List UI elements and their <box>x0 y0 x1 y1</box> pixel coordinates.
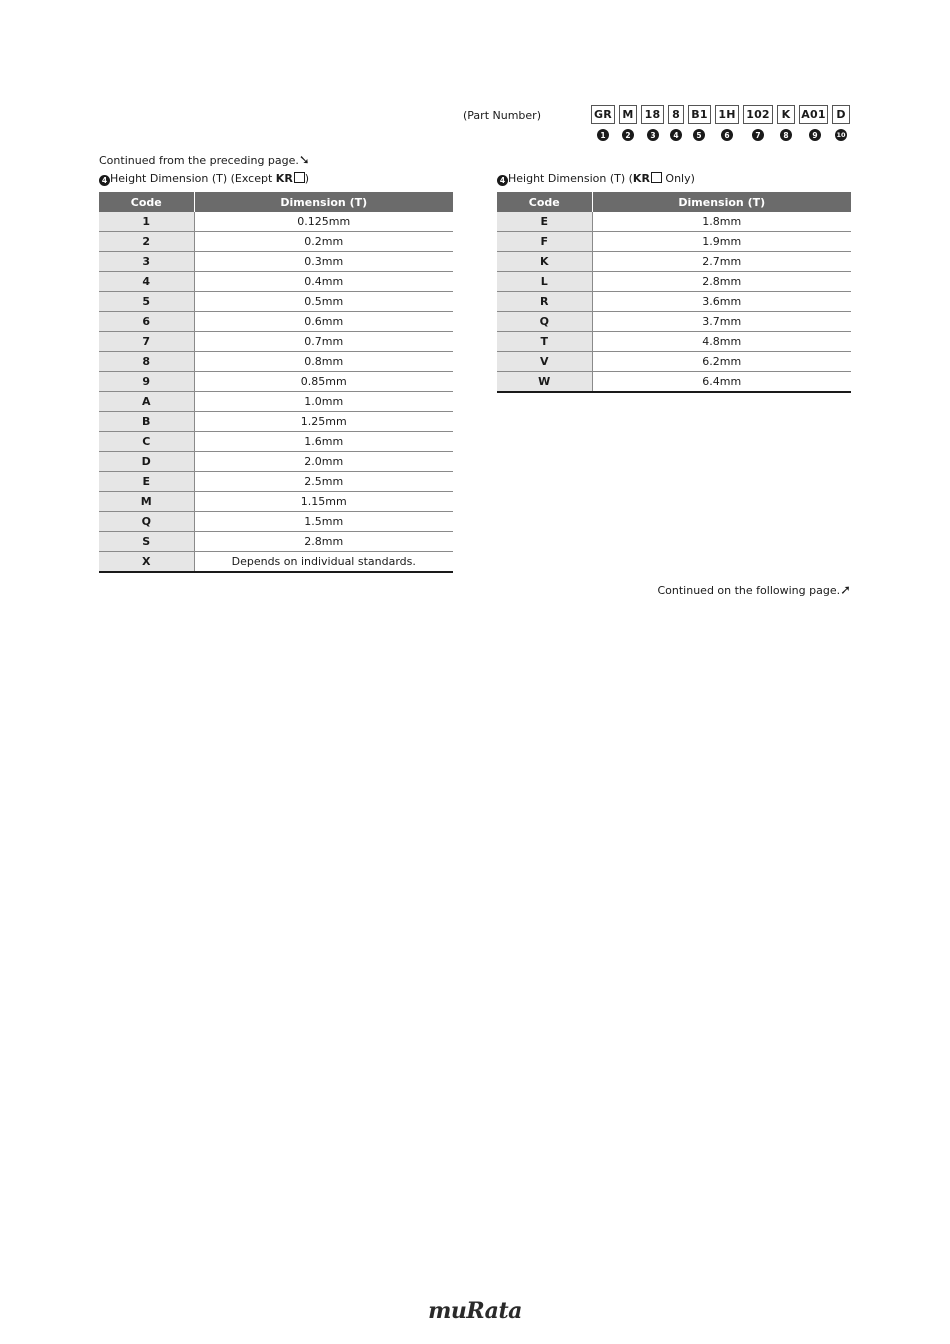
height-dimension-table-kr-only <box>497 192 851 393</box>
code-cell: V <box>497 352 592 372</box>
dimension-cell: 0.5mm <box>194 292 453 312</box>
part-number-label: (Part Number) <box>463 109 541 122</box>
section-index-badge: 4 <box>99 175 110 186</box>
column-header-dimension: Dimension (T) <box>194 192 453 212</box>
part-number-segment: 102 <box>743 105 773 124</box>
code-cell: F <box>497 232 592 252</box>
arrow-down-right-icon: ➘ <box>298 153 310 168</box>
part-number-segment: 1H <box>715 105 739 124</box>
column-header-dimension: Dimension (T) <box>592 192 851 212</box>
left-section-title <box>99 171 309 186</box>
dimension-cell: 6.4mm <box>592 372 851 393</box>
right-section-title <box>497 171 695 186</box>
code-cell: C <box>99 432 194 452</box>
segment-index-badge: 1 <box>597 129 609 141</box>
placeholder-square-icon <box>294 172 305 183</box>
part-number-segment: D <box>832 105 850 124</box>
dimension-cell: 3.7mm <box>592 312 851 332</box>
code-cell: X <box>99 552 194 573</box>
code-cell: E <box>99 472 194 492</box>
segment-index-badge: 6 <box>721 129 733 141</box>
continued-from-text: Continued from the preceding page. <box>99 154 299 167</box>
code-cell: K <box>497 252 592 272</box>
dimension-cell: Depends on individual standards. <box>194 552 453 573</box>
dimension-cell: 1.5mm <box>194 512 453 532</box>
code-cell: 5 <box>99 292 194 312</box>
table-row <box>497 252 851 272</box>
arrow-up-right-icon: ➚ <box>840 583 851 598</box>
table-header-row <box>497 192 851 212</box>
code-cell: Q <box>99 512 194 532</box>
table-header-row <box>99 192 453 212</box>
code-cell: W <box>497 372 592 393</box>
code-cell: D <box>99 452 194 472</box>
continued-on-text: Continued on the following page. <box>657 584 841 597</box>
table-row <box>99 512 453 532</box>
table-row <box>497 312 851 332</box>
dimension-cell: 1.6mm <box>194 432 453 452</box>
table-row <box>99 412 453 432</box>
column-header-code: Code <box>99 192 194 212</box>
table-row <box>99 372 453 392</box>
dimension-cell: 1.0mm <box>194 392 453 412</box>
right-title-prefix: Height Dimension (T) ( <box>508 172 633 185</box>
segment-index-badge: 10 <box>836 131 846 139</box>
table-row <box>99 352 453 372</box>
table-row <box>497 232 851 252</box>
table-row <box>99 312 453 332</box>
code-cell: T <box>497 332 592 352</box>
table-row <box>99 532 453 552</box>
table-row <box>497 212 851 232</box>
dimension-cell: 2.8mm <box>194 532 453 552</box>
code-cell: B <box>99 412 194 432</box>
dimension-cell: 2.0mm <box>194 452 453 472</box>
left-title-prefix: Height Dimension (T) (Except <box>110 172 276 185</box>
segment-index-badge: 5 <box>693 129 705 141</box>
segment-index-badge: 3 <box>647 129 659 141</box>
table-row <box>497 272 851 292</box>
code-cell: 6 <box>99 312 194 332</box>
dimension-cell: 0.2mm <box>194 232 453 252</box>
dimension-cell: 2.8mm <box>592 272 851 292</box>
segment-index-badge: 9 <box>809 129 821 141</box>
segment-index-badge: 4 <box>670 129 682 141</box>
dimension-cell: 0.7mm <box>194 332 453 352</box>
code-cell: M <box>99 492 194 512</box>
dimension-cell: 0.3mm <box>194 252 453 272</box>
code-cell: 9 <box>99 372 194 392</box>
column-header-code: Code <box>497 192 592 212</box>
code-cell: S <box>99 532 194 552</box>
section-index-badge: 4 <box>497 175 508 186</box>
dimension-cell: 1.25mm <box>194 412 453 432</box>
part-number-segment: K <box>777 105 795 124</box>
dimension-cell: 1.8mm <box>592 212 851 232</box>
dimension-cell: 0.4mm <box>194 272 453 292</box>
code-cell: 8 <box>99 352 194 372</box>
right-title-bold: KR <box>632 172 650 185</box>
table-row <box>497 332 851 352</box>
table-row <box>99 332 453 352</box>
dimension-cell: 6.2mm <box>592 352 851 372</box>
table-row <box>99 492 453 512</box>
table-row <box>99 292 453 312</box>
code-cell: E <box>497 212 592 232</box>
dimension-cell: 0.125mm <box>194 212 453 232</box>
table-row <box>99 452 453 472</box>
dimension-cell: 3.6mm <box>592 292 851 312</box>
code-cell: L <box>497 272 592 292</box>
dimension-cell: 0.6mm <box>194 312 453 332</box>
segment-index-badge: 7 <box>752 129 764 141</box>
part-number-segment: 18 <box>641 105 664 124</box>
dimension-cell: 0.8mm <box>194 352 453 372</box>
part-number-segment: 8 <box>668 105 684 124</box>
table-row <box>497 352 851 372</box>
part-number-segment: A01 <box>799 105 828 124</box>
code-cell: 7 <box>99 332 194 352</box>
part-number-segment: B1 <box>688 105 711 124</box>
code-cell: 4 <box>99 272 194 292</box>
table-row <box>99 392 453 412</box>
table-row <box>99 272 453 292</box>
part-number-segment: GR <box>591 105 615 124</box>
table-row <box>99 472 453 492</box>
dimension-cell: 0.85mm <box>194 372 453 392</box>
segment-index-badge: 2 <box>622 129 634 141</box>
segment-index-badge: 8 <box>780 129 792 141</box>
left-title-bold: KR <box>275 172 293 185</box>
continued-on-note <box>657 583 851 598</box>
dimension-cell: 1.9mm <box>592 232 851 252</box>
right-title-suffix: Only) <box>661 172 695 185</box>
table-row <box>497 372 851 393</box>
placeholder-square-icon <box>651 172 662 183</box>
table-row <box>99 432 453 452</box>
table-row <box>497 292 851 312</box>
code-cell: Q <box>497 312 592 332</box>
dimension-cell: 2.7mm <box>592 252 851 272</box>
dimension-cell: 2.5mm <box>194 472 453 492</box>
code-cell: 3 <box>99 252 194 272</box>
left-title-suffix: ) <box>304 172 310 185</box>
table-row <box>99 252 453 272</box>
table-row <box>99 552 453 573</box>
table-row <box>99 232 453 252</box>
part-number-segment: M <box>619 105 637 124</box>
continued-from-note <box>99 153 310 168</box>
height-dimension-table-except-kr <box>99 192 453 573</box>
murata-logo: muRata <box>428 1298 522 1324</box>
code-cell: 1 <box>99 212 194 232</box>
code-cell: A <box>99 392 194 412</box>
dimension-cell: 1.15mm <box>194 492 453 512</box>
code-cell: R <box>497 292 592 312</box>
code-cell: 2 <box>99 232 194 252</box>
table-row <box>99 212 453 232</box>
dimension-cell: 4.8mm <box>592 332 851 352</box>
